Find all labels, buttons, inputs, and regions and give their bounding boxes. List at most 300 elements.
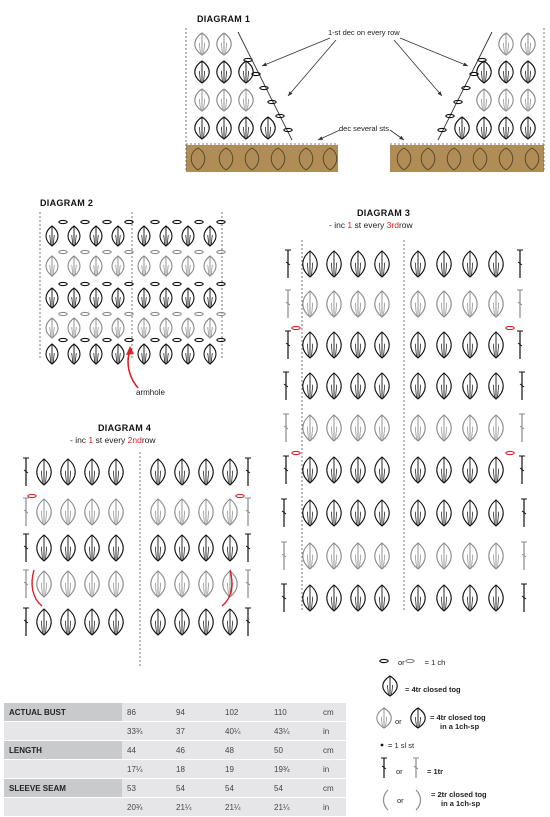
tog-stitch-post: [420, 717, 421, 727]
diagram3-subtitle-num: 1: [347, 220, 353, 230]
tog-stitch-post: [379, 344, 380, 357]
tog-stitch-post: [459, 127, 460, 138]
tog-stitch-post: [307, 597, 308, 610]
tog-stitch-post: [379, 555, 380, 568]
tog-stitch-post: [446, 512, 447, 525]
tog-stitch-post: [415, 555, 416, 568]
tog-stitch-post: [336, 469, 337, 482]
tog-stitch-post: [360, 303, 361, 316]
tog-stitch-post: [118, 511, 119, 524]
tog-stitch-post: [384, 469, 385, 482]
tog-stitch-post: [155, 583, 156, 596]
tog-stitch-post: [226, 71, 227, 82]
tog-stitch-post: [384, 263, 385, 276]
size-table: [4, 703, 346, 817]
tog-stitch-post: [481, 71, 482, 82]
diagram4-title: DIAGRAM 4: [98, 423, 152, 433]
tog-stitch-post: [118, 583, 119, 596]
tog-stitch-post: [160, 583, 161, 596]
tog-stitch-post: [46, 583, 47, 596]
diagram4-subtitle-mid: st every: [93, 435, 128, 445]
tog-stitch-post: [307, 385, 308, 398]
diagram4-subtitle-num: 1: [88, 435, 94, 445]
tog-stitch-post: [65, 511, 66, 524]
tog-stitch-post: [70, 621, 71, 634]
tog-stitch-post: [472, 303, 473, 316]
diagram2-chain: [59, 250, 67, 253]
tog-stitch-post: [221, 99, 222, 110]
tog-stitch-post: [312, 344, 313, 357]
tog-stitch-post: [199, 99, 200, 110]
tog-stitch-post: [179, 471, 180, 484]
tog-stitch-post: [243, 127, 244, 138]
diagram2-chain: [59, 312, 67, 315]
tog-stitch-post: [270, 127, 271, 138]
tog-stitch-post: [265, 127, 266, 138]
tog-stitch-post: [415, 385, 416, 398]
tog-stitch-post: [204, 71, 205, 82]
key-chain: [376, 658, 445, 667]
tog-stitch-post: [203, 471, 204, 484]
tog-stitch-post: [508, 99, 509, 110]
diagram1-chain: [268, 100, 276, 103]
diagram1-title: DIAGRAM 1: [197, 14, 251, 24]
size-cell: 37: [171, 722, 220, 741]
tog-stitch-post: [331, 469, 332, 482]
key-tog4sp-line1: = 4tr closed tog: [430, 713, 486, 722]
tog-stitch-post: [530, 99, 531, 110]
diagram2-armhole-arrow: [128, 350, 138, 388]
tog-stitch-post: [331, 344, 332, 357]
tog-stitch-post: [415, 263, 416, 276]
tog-stitch-post: [46, 621, 47, 634]
tog-stitch-post: [232, 471, 233, 484]
size-unit: cm: [318, 779, 346, 798]
diagram2-chain: [217, 220, 225, 223]
size-table-row: [4, 779, 346, 798]
diagram1-chain: [438, 128, 446, 131]
tog-stitch-post: [355, 303, 356, 316]
diagram2-chain: [195, 220, 203, 223]
tog-stitch-post: [530, 71, 531, 82]
tog-stitch-post: [312, 303, 313, 316]
diagram3-title: DIAGRAM 3: [357, 208, 411, 218]
tog-stitch-post: [441, 469, 442, 482]
diagram2-chain: [173, 220, 181, 223]
size-row-label: SLEEVE SEAM: [4, 779, 122, 798]
size-table-row: [4, 703, 346, 722]
tog-stitch-post: [379, 385, 380, 398]
size-cell: 94: [171, 703, 220, 722]
diagram3-subtitle-pre: - inc: [329, 220, 348, 230]
diagram1-chain: [284, 128, 292, 131]
tog-stitch-post: [118, 471, 119, 484]
tog-stitch-post: [232, 547, 233, 560]
tog-stitch-post: [493, 263, 494, 276]
tog-stitch-post: [113, 511, 114, 524]
tog-stitch-post: [41, 583, 42, 596]
size-cell: 50: [269, 741, 318, 760]
tog-stitch-post: [498, 555, 499, 568]
tog-stitch-post: [355, 263, 356, 276]
tog-stitch-post: [221, 43, 222, 54]
tog-stitch-post: [503, 99, 504, 110]
tog-stitch-post: [446, 344, 447, 357]
diagram2-chain: [59, 338, 67, 341]
tog-stitch-post: [467, 385, 468, 398]
tog-stitch-post: [65, 583, 66, 596]
tog-stitch-post: [420, 263, 421, 276]
tog-stitch-post: [89, 471, 90, 484]
tog-stitch-post: [179, 583, 180, 596]
tog-stitch-post: [94, 547, 95, 560]
tog-stitch-post: [208, 621, 209, 634]
tog-stitch-post: [493, 555, 494, 568]
tog-stitch-post: [467, 303, 468, 316]
tog-stitch-post: [379, 263, 380, 276]
tog-stitch-post: [331, 263, 332, 276]
tog-stitch-post: [503, 127, 504, 138]
tog-stitch-post: [336, 427, 337, 440]
tog-stitch-post: [503, 71, 504, 82]
tog-stitch-post: [70, 471, 71, 484]
tog-stitch-post: [472, 555, 473, 568]
tog-stitch-post: [420, 469, 421, 482]
diagram2-chain: [59, 282, 67, 285]
size-cell: 54: [171, 779, 220, 798]
size-cell: 102: [220, 703, 269, 722]
tog-stitch-post: [155, 511, 156, 524]
tog-stitch-post: [41, 547, 42, 560]
tog-stitch-post: [467, 469, 468, 482]
tog-stitch-post: [441, 427, 442, 440]
key-tog4sp-line2: in a 1ch-sp: [440, 722, 480, 731]
tog-stitch-post: [525, 43, 526, 54]
tog-stitch-post: [243, 99, 244, 110]
tog-stitch-post: [446, 303, 447, 316]
diagram2-chain: [81, 220, 89, 223]
size-cell: 53: [122, 779, 171, 798]
tog-stitch-post: [232, 511, 233, 524]
tog-stitch-post: [384, 344, 385, 357]
key-tog4: [405, 685, 461, 694]
tog-stitch-post: [89, 583, 90, 596]
tog-stitch-post: [204, 127, 205, 138]
tog-stitch-post: [226, 99, 227, 110]
tog-stitch-post: [420, 427, 421, 440]
tog-stitch-post: [208, 471, 209, 484]
callout-arrow: [288, 40, 336, 96]
tog-stitch-post: [160, 621, 161, 634]
tog-stitch-post: [498, 344, 499, 357]
tog-stitch-post: [486, 99, 487, 110]
diagram1-band-left: [186, 145, 338, 172]
key-chain-or: or: [398, 658, 405, 667]
size-cell: 48: [220, 741, 269, 760]
tog-stitch-post: [481, 99, 482, 110]
tog-stitch-post: [415, 469, 416, 482]
size-table-row: [4, 760, 346, 779]
tog-stitch-post: [312, 512, 313, 525]
tog-stitch-post: [221, 71, 222, 82]
tog-stitch-post: [472, 344, 473, 357]
diagram3-subtitle-ord: 3rd: [386, 220, 399, 230]
tog-stitch-post: [355, 344, 356, 357]
tog-stitch-post: [70, 511, 71, 524]
tog-stitch-post: [331, 427, 332, 440]
diagram2-chain: [81, 312, 89, 315]
tog-stitch-post: [525, 99, 526, 110]
tog-stitch-post: [94, 583, 95, 596]
tog-stitch-post: [227, 583, 228, 596]
tog-stitch-post: [472, 263, 473, 276]
tog-stitch-post: [155, 547, 156, 560]
tog-stitch-post: [94, 471, 95, 484]
tog-stitch-post: [184, 471, 185, 484]
size-row-label: LENGTH: [4, 741, 122, 760]
size-cell: 18: [171, 760, 220, 779]
tog-stitch-post: [360, 344, 361, 357]
tog-stitch-post: [307, 512, 308, 525]
diagram3-inc-chain: [292, 451, 300, 454]
diagram2-chain: [81, 250, 89, 253]
callout-arrowhead: [262, 62, 267, 66]
tog-stitch-post: [184, 583, 185, 596]
diagram2-chain: [151, 220, 159, 223]
tog-stitch-post: [355, 512, 356, 525]
size-table-row: [4, 741, 346, 760]
tog-stitch-post: [312, 427, 313, 440]
tog-stitch-post: [493, 385, 494, 398]
tog-stitch-post: [336, 344, 337, 357]
tog-stitch-post: [441, 512, 442, 525]
tog-stitch-post: [243, 71, 244, 82]
size-unit: in: [318, 760, 346, 779]
tog-stitch-post: [89, 547, 90, 560]
diagram1-chain: [244, 58, 252, 61]
tog-stitch-post: [203, 583, 204, 596]
key-tog4sp-or: or: [395, 717, 402, 726]
tog-stitch-post: [381, 717, 382, 727]
tog-stitch-post: [248, 127, 249, 138]
tog-stitch-post: [312, 597, 313, 610]
tog-stitch-post: [498, 263, 499, 276]
tog-stitch-post: [379, 469, 380, 482]
tog-stitch-post: [493, 469, 494, 482]
tog-stitch-post: [331, 385, 332, 398]
tog-stitch-post: [331, 597, 332, 610]
tog-stitch-post: [312, 385, 313, 398]
tog-stitch-post: [384, 385, 385, 398]
diagram2-chain: [151, 338, 159, 341]
key-tog4sp: [430, 713, 486, 731]
tog-stitch-post: [464, 127, 465, 138]
diagram2-chain: [81, 338, 89, 341]
diagram2-chain: [151, 312, 159, 315]
diagram3-subtitle: [329, 220, 413, 230]
tog-stitch-post: [441, 385, 442, 398]
tog-stitch-post: [204, 43, 205, 54]
tog-stitch-post: [89, 621, 90, 634]
tog-stitch-post: [208, 547, 209, 560]
key-tr-or: or: [396, 767, 403, 776]
tog-stitch-post: [336, 597, 337, 610]
tog-stitch-post: [441, 263, 442, 276]
tog-stitch-post: [360, 555, 361, 568]
tog-stitch-post: [46, 511, 47, 524]
tog-stitch-post: [184, 621, 185, 634]
diagram2-chain: [103, 282, 111, 285]
tog-stitch-post: [360, 512, 361, 525]
tog-stitch-post: [307, 469, 308, 482]
size-unit: in: [318, 722, 346, 741]
tog-stitch-post: [336, 263, 337, 276]
diagram2-chain: [151, 282, 159, 285]
tog-stitch-post: [94, 621, 95, 634]
diagram2-chain: [103, 312, 111, 315]
callout-arrow: [394, 40, 442, 96]
tog-stitch-post: [232, 621, 233, 634]
diagram2-chain: [217, 250, 225, 253]
tog-stitch-post: [420, 512, 421, 525]
tog-stitch-post: [472, 427, 473, 440]
tog-stitch-post: [360, 385, 361, 398]
diagram2-title: DIAGRAM 2: [40, 198, 94, 208]
tog-stitch-post: [386, 717, 387, 727]
diagram2-chain: [59, 220, 67, 223]
key-tog2-grey-icon: [416, 790, 421, 810]
diagram1-chain: [462, 86, 470, 89]
diagram1-label-dec-every-row: 1-st dec on every row: [328, 28, 400, 37]
diagram1-chain: [478, 58, 486, 61]
tog-stitch-post: [392, 685, 393, 695]
tog-stitch-post: [493, 512, 494, 525]
size-cell: 43¼: [269, 722, 318, 741]
tog-stitch-post: [498, 512, 499, 525]
key-tog2-line2: in a 1ch-sp: [441, 799, 481, 808]
tog-stitch-post: [307, 303, 308, 316]
diagram2-label-armhole: armhole: [136, 388, 165, 397]
tog-stitch-post: [486, 127, 487, 138]
diagram4-subtitle: [70, 435, 156, 445]
size-cell: 33¾: [122, 722, 171, 741]
tog-stitch-post: [160, 471, 161, 484]
tog-stitch-post: [384, 597, 385, 610]
tog-stitch-post: [227, 547, 228, 560]
tog-stitch-post: [441, 303, 442, 316]
tog-stitch-post: [113, 583, 114, 596]
size-row-label: ACTUAL BUST: [4, 703, 122, 722]
tog-stitch-post: [486, 71, 487, 82]
tog-stitch-post: [248, 71, 249, 82]
tog-stitch-post: [446, 427, 447, 440]
tog-stitch-post: [493, 344, 494, 357]
tog-stitch-post: [441, 555, 442, 568]
tog-stitch-post: [331, 555, 332, 568]
tog-stitch-post: [113, 547, 114, 560]
tog-stitch-post: [113, 471, 114, 484]
tog-stitch-post: [415, 303, 416, 316]
size-cell: 21¼: [220, 798, 269, 817]
tog-stitch-post: [498, 303, 499, 316]
tog-stitch-post: [336, 385, 337, 398]
tog-stitch-post: [118, 547, 119, 560]
diagram2-chain: [103, 250, 111, 253]
diagram2-chain: [173, 250, 181, 253]
tog-stitch-post: [199, 71, 200, 82]
tog-stitch-post: [70, 583, 71, 596]
diagram2-chain: [217, 338, 225, 341]
tog-stitch-post: [226, 43, 227, 54]
tog-stitch-post: [46, 547, 47, 560]
tog-stitch-post: [420, 303, 421, 316]
tog-stitch-post: [179, 547, 180, 560]
tog-stitch-post: [204, 99, 205, 110]
tog-stitch-post: [155, 621, 156, 634]
tog-stitch-post: [160, 511, 161, 524]
size-cell: 21¼: [269, 798, 318, 817]
diagram4-subtitle-post: row: [141, 435, 156, 445]
tog-stitch-post: [508, 71, 509, 82]
callout-arrow: [262, 38, 330, 66]
diagram2-chain: [103, 338, 111, 341]
tog-stitch-post: [415, 597, 416, 610]
tog-stitch-post: [420, 555, 421, 568]
diagram2-chain: [195, 282, 203, 285]
tog-stitch-post: [360, 427, 361, 440]
tog-stitch-post: [307, 263, 308, 276]
tog-stitch-post: [312, 263, 313, 276]
tog-stitch-post: [472, 469, 473, 482]
tog-stitch-post: [420, 385, 421, 398]
tog-stitch-post: [179, 621, 180, 634]
key-slst-label: = 1 sl st: [388, 741, 415, 750]
diagram1-band-right: [390, 145, 544, 172]
tog-stitch-post: [307, 344, 308, 357]
tog-stitch-post: [498, 427, 499, 440]
tog-stitch-post: [307, 555, 308, 568]
callout-arrowhead: [463, 62, 468, 66]
diagram1-chain: [454, 100, 462, 103]
tog-stitch-post: [379, 427, 380, 440]
tog-stitch-post: [41, 621, 42, 634]
tog-stitch-post: [493, 427, 494, 440]
tog-stitch-post: [446, 263, 447, 276]
tog-stitch-post: [355, 555, 356, 568]
key-tr-label: = 1tr: [427, 767, 444, 776]
tog-stitch-post: [360, 469, 361, 482]
diagram2-chain: [217, 282, 225, 285]
diagram2-chain: [195, 338, 203, 341]
tog-stitch-post: [415, 717, 416, 727]
size-cell: 54: [269, 779, 318, 798]
tog-stitch-post: [467, 597, 468, 610]
diagram3-inc-chain: [292, 326, 300, 329]
tog-stitch-post: [530, 127, 531, 138]
tog-stitch-post: [387, 685, 388, 695]
tog-stitch-post: [113, 621, 114, 634]
tog-stitch-post: [208, 511, 209, 524]
diagram4-inc-chain: [236, 494, 244, 497]
diagram1-chain: [260, 86, 268, 89]
tog-stitch-post: [65, 621, 66, 634]
diagram2-chain: [195, 250, 203, 253]
tog-stitch-post: [379, 597, 380, 610]
diagram4-subtitle-pre: - inc: [70, 435, 89, 445]
diagram3-subtitle-mid: st every: [352, 220, 387, 230]
tog-stitch-post: [467, 344, 468, 357]
size-unit: cm: [318, 703, 346, 722]
